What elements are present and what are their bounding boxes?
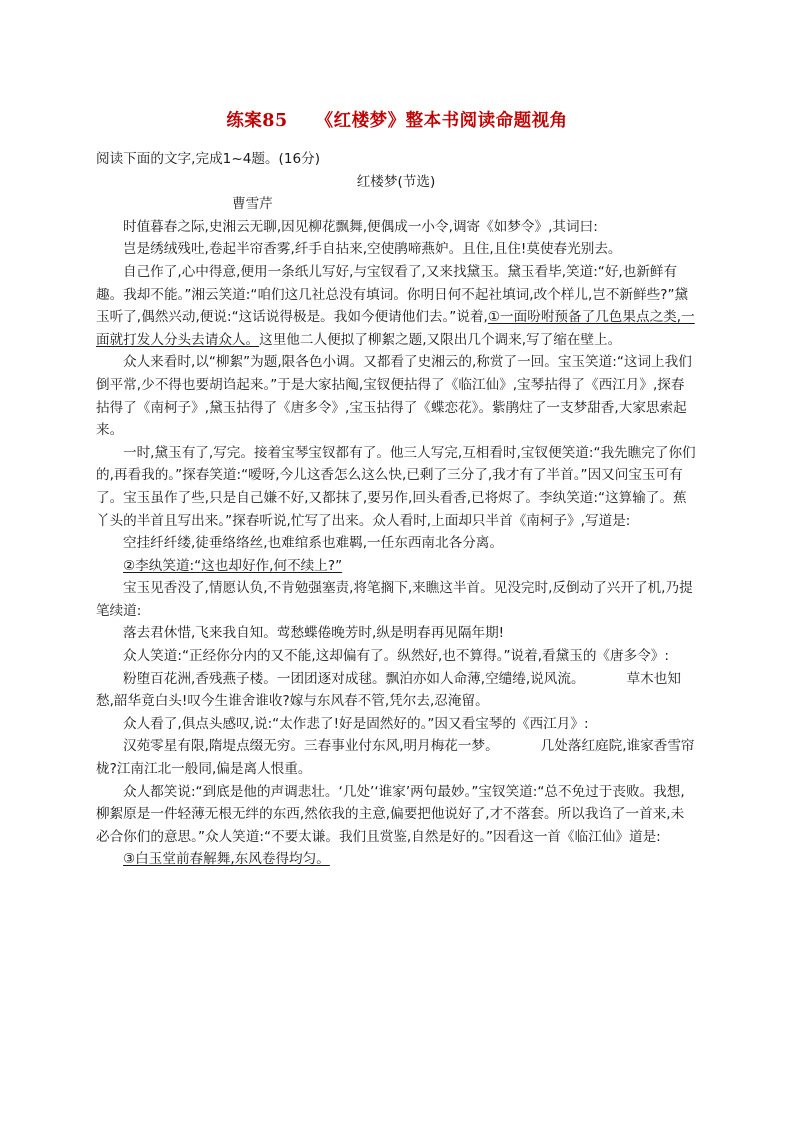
paragraph: [96, 848, 696, 871]
page-title: [0, 107, 794, 132]
passage-title: 红楼梦(节选): [356, 173, 436, 190]
paragraph: 一时,黛玉有了,写完。接着宝琴宝钗都有了。他三人写完,互相看时,宝钗便笑道:“我先瞧完了你们的,再看我的。”探春笑道:“嗳呀,今儿这香怎么这么快,已剩了三分了,我才有了半首。”因又问宝玉可有了。宝玉虽作了些,只是自己嫌不好,又都抹了,要另作,回头看香,已将烬了。李纨笑道:“这算输了。蕉丫头的半首且写出来。”探春听说,忙写了出来。众人看时,上面却只半首《南柯子》,写道是:: [96, 444, 696, 529]
poem-continuation: 落去君休惜,飞来我自知。莺愁蝶倦晚芳时,纵是明春再见隔年期!: [123, 625, 505, 642]
paragraph: 自己作了,心中得意,便用一条纸儿写好,与宝钗看了,又来找黛玉。黛玉看毕,笑道:“好,也新鲜有趣。我却不能。”湘云笑道:“咱们这几社总没有填词。你明日何不起社填词,改个样儿,岂不新鲜些?”黛玉听了,偶然兴动,便说:“这话说得极是。我如今便请他们去。”说着,①一面吩咐预备了几色果点之类,一面就打发人分头去请众人。这里他二人便拟了柳絮之题,又限出几个调来,写了缩在壁上。: [96, 263, 695, 348]
paragraph: 时值暮春之际,史湘云无聊,因见柳花飘舞,便偶成一小令,调寄《如梦令》,其词曰:: [123, 218, 598, 235]
paragraph: 众人来看时,以“柳絮”为题,限各色小调。又都看了史湘云的,称赏了一回。宝玉笑道:“这词上我们倒平常,少不得也要胡诌起来。”于是大家拈阄,宝钗便拈得了《临江仙》,宝琴拈得了《西江月》,探春拈得了《南柯子》,黛玉拈得了《唐多令》,宝玉拈得了《蝶恋花》。紫鹃炷了一支梦甜香,大家思索起来。: [96, 354, 692, 439]
poem-ru-meng-ling: 岂是绣绒残吐,卷起半帘香雾,纤手自拈来,空使鹃啼燕妒。且住,且住!莫使春光别去。: [123, 241, 622, 258]
author: 曹雪芹: [232, 196, 273, 213]
instruction: 阅读下面的文字,完成1~4题。(16分): [96, 151, 321, 167]
poem-xi-jiang-yue: 汉苑零星有限,隋堤点缀无穷。三春事业付东风,明月梅花一梦。 几处落红庭院,谁家香雪帘栊?江南江北一般同,偏是离人恨重。: [96, 738, 695, 778]
poem-nan-ke-zi: 空挂纤纤缕,徒垂络络丝,也难绾系也难羁,一任东西南北各分离。: [123, 535, 503, 552]
underlined-sentence-1: ①一面吩咐预备了几色果点之类,一面就打发人分头去请众人。: [96, 309, 695, 348]
paragraph: [96, 555, 696, 578]
underlined-sentence-3: ③白玉堂前春解舞,东风卷得均匀。: [123, 851, 330, 868]
paragraph: 宝玉见香没了,情愿认负,不肯勉强塞责,将笔搁下,来瞧这半首。见没完时,反倒动了兴开了机,乃提笔续道:: [96, 580, 693, 619]
exercise-code: 练案85: [226, 111, 288, 131]
paragraph: 众人都笑说:“到底是他的声调悲壮。‘几处’‘谁家’两句最妙。”宝钗笑道:“总不免过于丧败。我想,柳絮原是一件轻薄无根无绊的东西,然依我的主意,偏要把他说好了,才不落套。所以我诌了一首来,未必合你们的意思。”众人笑道:“不要太谦。我们且赏鉴,自然是好的。”因看这一首《临江仙》道是:: [96, 783, 685, 845]
paragraph: 众人看了,俱点头感叹,说:“太作悲了!好是固然好的。”因又看宝琴的《西江月》:: [123, 715, 589, 732]
passage-body: [96, 148, 696, 871]
exercise-title: 《红楼梦》整本书阅读命题视角: [315, 111, 568, 131]
paragraph: 众人笑道:“正经你分内的又不能,这却偏有了。纵然好,也不算得。”说着,看黛玉的《唐多令》:: [123, 648, 669, 665]
poem-tang-duo-ling: 粉堕百花洲,香残燕子楼。一团团逐对成毬。飘泊亦如人命薄,空缱绻,说风流。 草木也知愁,韶华竟白头!叹今生谁舍谁收?嫁与东风春不管,凭尔去,忍淹留。: [96, 670, 681, 710]
underlined-sentence-2: ②李纨笑道:“这也却好作,何不续上?”: [123, 557, 343, 574]
